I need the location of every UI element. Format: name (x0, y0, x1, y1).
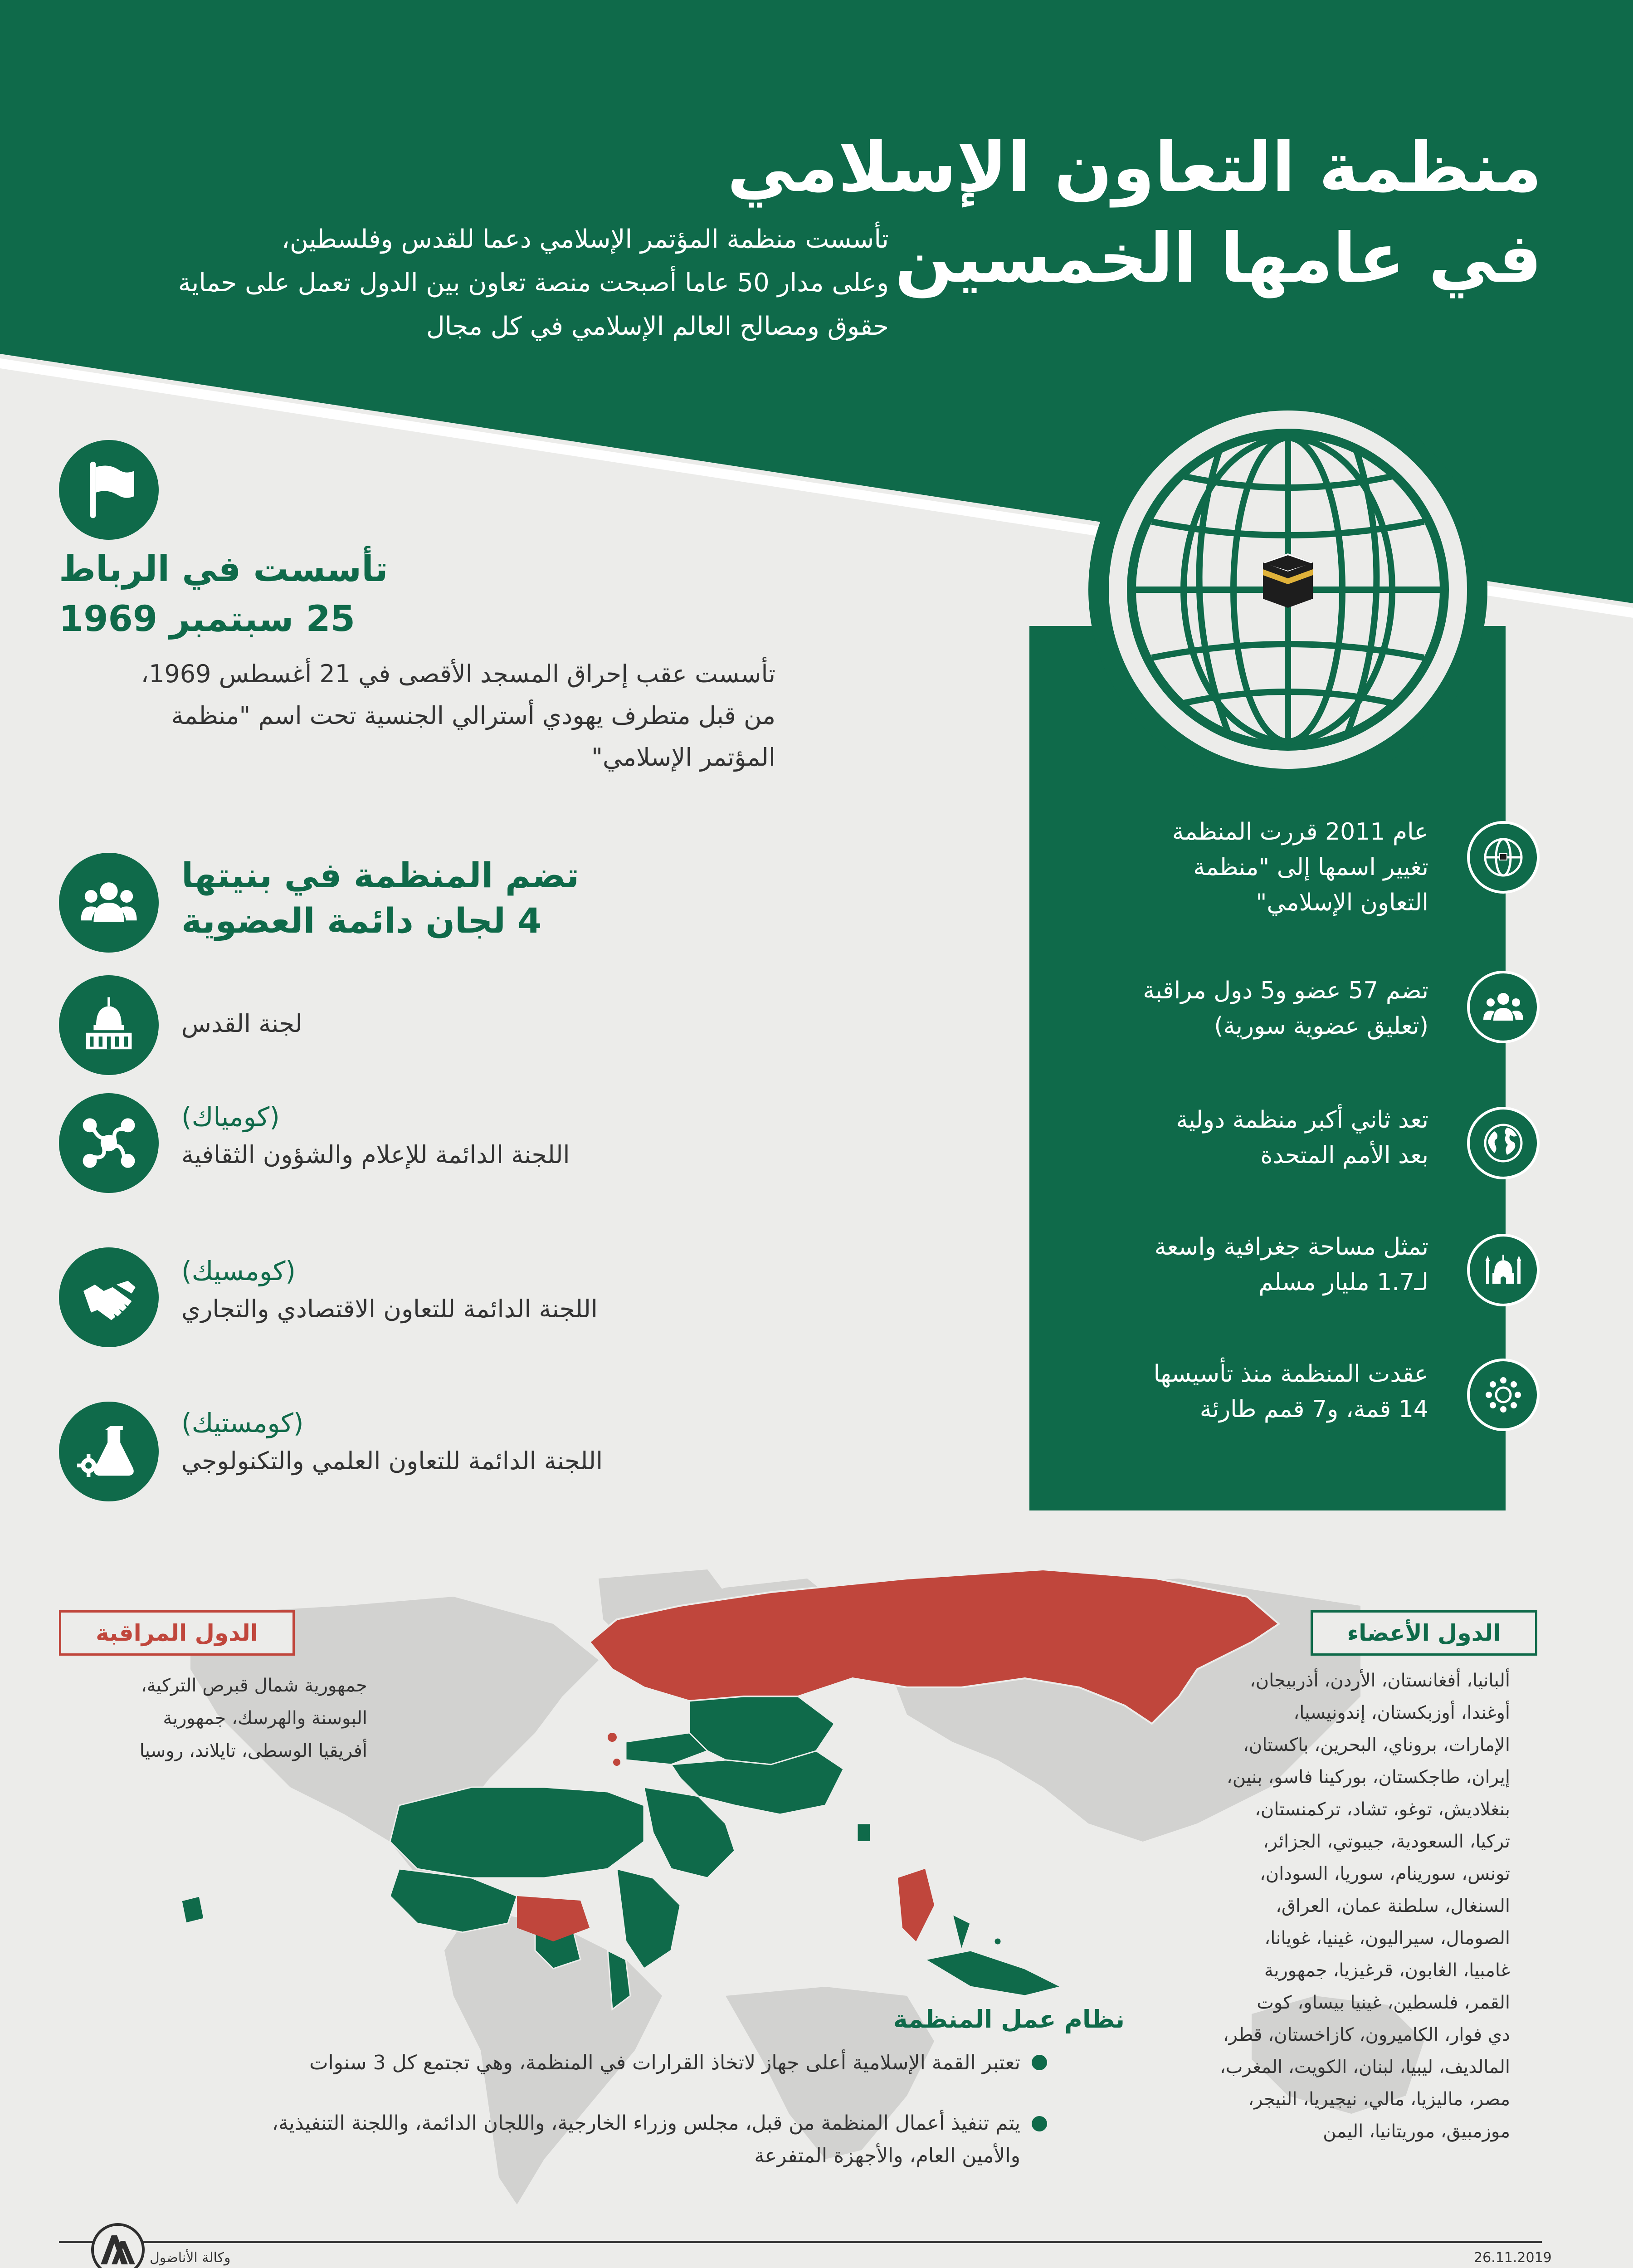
fact-item: عام 2011 قررت المنظمة تغيير اسمها إلى "منظمة التعاون الإسلامي" (1172, 818, 1428, 916)
kaaba-icon (1263, 553, 1313, 608)
committee-item: (كومسيك) اللجنة الدائمة للتعاون الاقتصادي والتجاري (181, 1256, 598, 1323)
committee-item: لجنة القدس (181, 1009, 302, 1038)
people-group-icon (59, 853, 159, 953)
publish-date: 26.11.2019 (1474, 2250, 1552, 2266)
members-list: ألبانيا، أفغانستان، الأردن، أذربيجان، أوغندا، أوزبكستان، إندونيسيا، الإمارات، بروناي، البحرين، باكستان، إيران، طاجكستان، بوركينا فاسو، بنين، بنغلاديش، توغو، تشاد، تركمنستان، تركيا، السعودية، جيبوتي، الجزائر، تونس، سورينام، سوريا، السودان، السنغال، سلطنة عمان، العراق، الصومال، سيراليون، غينيا، غويانا، غامبيا، الغابون، قرغيزيا، جمهورية القمر، فلسطين، غينيا بيساو، كوت دي فوار، الكاميرون، كازاخستان، قطر، المالديف، ليبيا، لبنان، الكويت، المغرب، مصر، ماليزيا، مالي، نيجيريا، النيجر، موزمبيق، موريتانيا، اليمن (1219, 1670, 1510, 2142)
committee-item: (كومستيك) اللجنة الدائمة للتعاون العلمي والتكنولوجي (181, 1408, 603, 1475)
system-item: يتم تنفيذ أعمال المنظمة من قبل، مجلس وزراء الخارجية، واللجان الدائمة، واللجنة التنفيذية، والأمين العام، والأجهزة المتفرعة (272, 2112, 1020, 2167)
bullet-icon (1032, 2055, 1047, 2070)
founding-title: تأسست في الرباط 25 سبتمبر 1969 (59, 549, 388, 640)
flask-gear-icon (59, 1402, 159, 1501)
system-title: نظام عمل المنظمة (893, 2005, 1125, 2033)
fact-item: تضم 57 عضو و5 دول مراقبة (تعليق عضوية سورية) (1143, 977, 1428, 1040)
observers-title: الدول المراقبة (59, 1610, 295, 1656)
founding-description: تأسست عقب إحراق المسجد الأقصى في 21 أغسطس 1969، من قبل متطرف يهودي أسترالي الجنسية تحت اسم "منظمة المؤتمر الإسلامي" (141, 660, 775, 772)
people-icon (1467, 971, 1540, 1043)
page-title: منظمة التعاون الإسلامي في عامها الخمسين (727, 128, 1542, 298)
fact-item: عقدت المنظمة منذ تأسيسها 14 قمة، و7 قمم طارئة (1153, 1360, 1428, 1423)
oic-logo-small-icon (1467, 821, 1540, 894)
globe-icon (1467, 1107, 1540, 1179)
agency-name: وكالة الأناضول (150, 2250, 231, 2266)
committees-title: تضم المنظمة في بنيتها 4 لجان دائمة العضوية (181, 855, 580, 941)
fact-item: تعد ثاني أكبر منظمة دولية بعد الأمم المتحدة (1176, 1106, 1428, 1169)
bullet-icon (1032, 2116, 1047, 2131)
committee-item: (كومياك) اللجنة الدائمة للإعلام والشؤون الثقافية (181, 1101, 570, 1169)
system-item: تعتبر القمة الإسلامية أعلى جهاز لاتخاذ القرارات في المنظمة، وهي تجتمع كل 3 سنوات (309, 2051, 1020, 2074)
flag-icon (59, 440, 159, 540)
oic-logo-icon (1084, 386, 1492, 794)
members-title: الدول الأعضاء (1311, 1610, 1537, 1656)
network-icon (59, 1093, 159, 1193)
handshake-icon (59, 1247, 159, 1347)
dome-icon (59, 975, 159, 1075)
page-subtitle: تأسست منظمة المؤتمر الإسلامي دعما للقدس وفلسطين، وعلى مدار 50 عاما أصبحت منصة تعاون بين الدول تعمل على حماية حقوق ومصالح العالم الإسلامي في كل مجال (178, 225, 889, 341)
anadolu-logo-icon (91, 2223, 145, 2268)
observers-list: جمهورية شمال قبرص التركية، البوسنة والهرسك، جمهورية أفريقيا الوسطى، تايلاند، روسيا (139, 1675, 367, 1761)
summit-icon (1467, 1359, 1540, 1431)
mosque-icon (1467, 1234, 1540, 1306)
fact-item: تمثل مساحة جغرافية واسعة لـ1.7 مليار مسلم (1154, 1233, 1428, 1296)
footer-divider (59, 2241, 1542, 2243)
